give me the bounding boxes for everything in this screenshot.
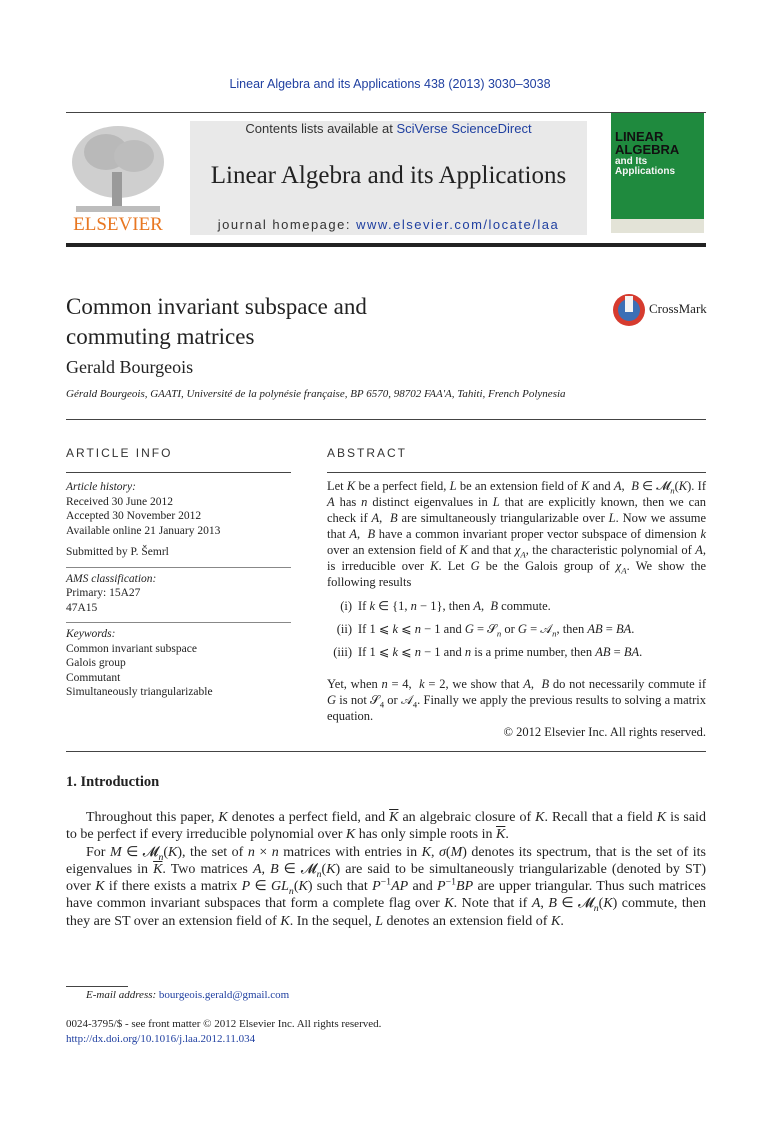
- section-heading: 1. Introduction: [66, 774, 160, 790]
- author-affiliation: Gérald Bourgeois, GAATI, Université de la polynésie française, BP 6570, 98702 FAA'A, Tahiti, French Polynesia: [66, 388, 566, 400]
- abstract-item: (ii) If 1 ⩽ k ⩽ n − 1 and G = 𝒮$_n$ or G = 𝒜$_n$, then AB = BA.: [327, 621, 706, 637]
- issn-block: [66, 1017, 381, 1047]
- crossmark-badge[interactable]: [611, 292, 707, 328]
- intro-paragraph: Throughout this paper, K denotes a perfect field, and $\overline{K}$ an algebraic closure of K. Recall that a field K is said to be perfect if every irreducible polynomial over K has only simple roots in $\overline{K}$.: [66, 810, 706, 843]
- author-name: Gerald Bourgeois: [66, 357, 194, 377]
- journal-citation[interactable]: Linear Algebra and its Applications 438 (2013) 3030–3038: [229, 77, 551, 91]
- contents-line: [190, 121, 587, 136]
- article-info: [66, 480, 291, 700]
- contents-prefix: Contents lists available at: [245, 121, 397, 136]
- keywords: [66, 627, 291, 700]
- elsevier-wordmark: ELSEVIER: [73, 214, 163, 234]
- ams-label: AMS classification:: [66, 572, 157, 585]
- keyword: Commutant: [66, 671, 121, 684]
- issn-line: 0024-3795/$ - see front matter © 2012 Elsevier Inc. All rights reserved.: [66, 1018, 382, 1030]
- abstract-heading: ABSTRACT: [327, 446, 408, 460]
- abstract-paragraph: Let K be a perfect field, L be an extension field of K and A, B ∈ 𝓜$_n$(K). If A has n distinct eigenvalues in L that are explicitly known, then we can check if A, B are simultaneously triangularizable over L. Now we assume that A, B have a common invariant proper vector subspace of dimension k over an extension field of K and that $\chi_A$, the characteristic polynomial of A, is irreducible over K. Let G be the Galois group of $\chi_A$. We show the following results: [327, 479, 707, 589]
- homepage-prefix: journal homepage:: [217, 217, 357, 232]
- keywords-label: Keywords:: [66, 628, 116, 640]
- footnote-email: [86, 989, 289, 1001]
- doi-link[interactable]: http://dx.doi.org/10.1016/j.laa.2012.11.034: [66, 1033, 256, 1045]
- journal-homepage: [190, 217, 587, 232]
- keyword: Common invariant subspace: [66, 642, 197, 655]
- abstract-rule: [327, 472, 706, 473]
- crossmark-label: CrossMark: [649, 301, 707, 316]
- footnote-rule: [66, 986, 128, 987]
- cover-title-2: ALGEBRA: [615, 142, 680, 157]
- elsevier-tree-logo: [66, 122, 170, 234]
- title-line-2: commuting matrices: [66, 324, 255, 349]
- submitted-by: Submitted by P. Šemrl: [66, 546, 169, 558]
- abstract-item: (i) If k ∈ {1, n − 1}, then A, B commute.: [327, 598, 706, 614]
- journal-cover: [611, 113, 704, 233]
- front-matter-rule: [66, 419, 706, 420]
- item-number: (iii): [333, 645, 352, 659]
- item-number: (i): [340, 599, 352, 613]
- article-history: [66, 480, 291, 538]
- article-info-heading: ARTICLE INFO: [66, 446, 173, 460]
- keyword: Simultaneously triangularizable: [66, 686, 213, 698]
- email-link[interactable]: bourgeois.gerald@gmail.com: [158, 989, 290, 1001]
- intro-paragraph: For M ∈ 𝓜$_n$(K), the set of n × n matrices with entries in K, σ(M) denotes its spectrum, that is the set of its eigenvalues in $\overline{K}$. Two matrices A, B ∈ 𝓜$_n$(K) are said to be simultaneously triangularizable (denoted by ST) over K if there exists a matrix P ∈ $GL_n(K)$ such that $P^{-1}AP$ and $P^{-1}BP$ are upper triangular. Thus such matrices have common invariant subspaces that form a complete flag over K. Note that if A, B ∈ 𝓜$_n$(K) commute, then they are ST over an extension field of K. In the sequel, L denotes an extension field of K.: [66, 844, 706, 929]
- info-divider: [66, 622, 291, 623]
- homepage-link[interactable]: www.elsevier.com/locate/laa: [356, 217, 560, 232]
- crossmark-icon: [611, 292, 647, 328]
- abstract-paragraph: Yet, when n = 4, k = 2, we show that A, B do not necessarily commute if G is not 𝒮$_4$ or 𝒜$_4$. Finally we apply the previous results to solving a matrix equation.: [327, 677, 707, 723]
- online-date: Available online 21 January 2013: [66, 524, 221, 537]
- article-title: [66, 292, 536, 352]
- introduction-body: [66, 809, 706, 930]
- sciencedirect-link[interactable]: SciVerse ScienceDirect: [396, 121, 532, 136]
- article-info-rule: [66, 472, 291, 473]
- ams-secondary: 47A15: [66, 601, 98, 614]
- cover-strip: [611, 219, 704, 233]
- email-label: E-mail address:: [86, 989, 159, 1001]
- journal-title: Linear Algebra and its Applications: [210, 162, 567, 189]
- keyword: Galois group: [66, 657, 126, 669]
- abstract-end-rule: [66, 751, 706, 752]
- cover-title-1: LINEAR: [615, 129, 664, 144]
- abstract-item: (iii) If 1 ⩽ k ⩽ n − 1 and n is a prime number, then AB = BA.: [327, 644, 706, 660]
- cover-title-3: and Its: [615, 156, 648, 167]
- title-line-1: Common invariant subspace and: [66, 294, 367, 319]
- history-label: Article history:: [66, 481, 136, 493]
- cover-title-4: Applications: [615, 166, 676, 177]
- item-number: (ii): [336, 622, 352, 636]
- abstract-copyright: © 2012 Elsevier Inc. All rights reserved.: [503, 725, 706, 739]
- ams-classification: [66, 572, 291, 616]
- abstract-body: [327, 478, 706, 740]
- accepted-date: Accepted 30 November 2012: [66, 510, 202, 522]
- ams-primary: Primary: 15A27: [66, 587, 141, 599]
- received-date: Received 30 June 2012: [66, 495, 173, 508]
- header-rule-bottom: [66, 243, 706, 247]
- info-divider: [66, 567, 291, 568]
- header-rule-top: [66, 112, 706, 113]
